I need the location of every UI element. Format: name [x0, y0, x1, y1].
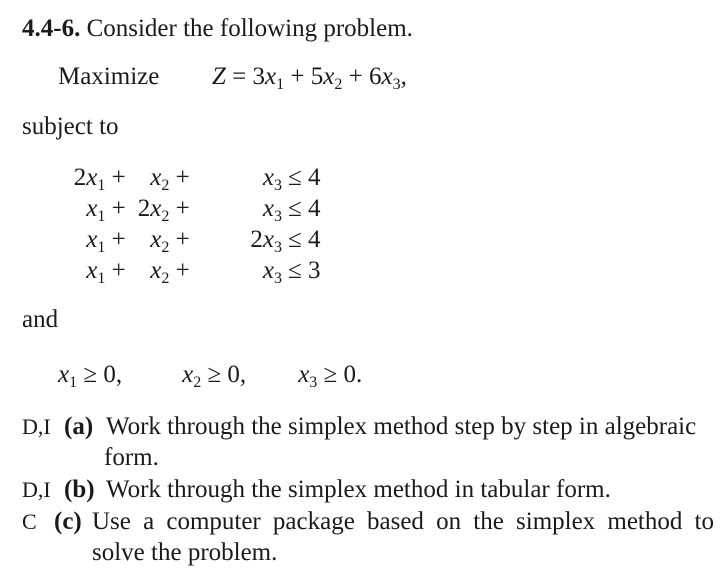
- constraint-row: [54, 193, 348, 224]
- constraint-cell: $x_1$ +: [86, 226, 132, 256]
- variable: x: [58, 361, 70, 388]
- subscript: 1: [97, 270, 106, 287]
- variable: x: [262, 164, 274, 191]
- term: $2x_1$: [73, 164, 106, 194]
- constraint-cell: $x_2$ +: [150, 226, 196, 256]
- part-text: Work through the simplex method step by step in algebraic: [106, 413, 697, 440]
- variable: x: [381, 63, 393, 90]
- term: [86, 195, 106, 225]
- term: [150, 226, 170, 256]
- nonneg-item: $x_1 \ge 0$,: [58, 361, 123, 391]
- subscript: 2: [193, 374, 202, 391]
- variable: x: [86, 195, 98, 222]
- constraint-rhs: ≤ 4: [288, 164, 321, 191]
- nonneg-item: $x_2 \ge 0$,: [182, 361, 247, 391]
- subscript: 2: [161, 208, 170, 225]
- term: [262, 164, 282, 194]
- problem-number: 4.4-6.: [22, 15, 81, 42]
- objective-variable: Z: [212, 63, 226, 90]
- part-label: (a): [64, 413, 94, 440]
- constraint-cell: $x_2$ +: [150, 164, 196, 194]
- constraint-cell: $x_1$ +: [86, 195, 132, 225]
- subscript: 2: [161, 270, 170, 287]
- term: [262, 195, 282, 225]
- subscript: 3: [309, 374, 318, 391]
- part-tag: D,I: [22, 414, 51, 439]
- constraint-rhs: ≤ 4: [288, 226, 321, 253]
- constraint-cell: [196, 162, 282, 193]
- variable: x: [150, 257, 162, 284]
- variable: x: [86, 257, 98, 284]
- variable: x: [262, 226, 274, 253]
- subject-to-label: subject to: [22, 113, 119, 140]
- term: $3x_1$: [252, 63, 285, 93]
- constraints: [54, 162, 348, 286]
- constraint-cell: $2x_1$ +: [73, 164, 132, 194]
- term: [86, 226, 106, 256]
- part-label: (b): [64, 476, 95, 503]
- constraint-cell: $2x_2$ +: [137, 195, 196, 225]
- problem-intro: Consider the following problem.: [86, 15, 413, 42]
- part-label: (c): [54, 508, 82, 535]
- subscript: 1: [97, 177, 106, 194]
- constraint-cell: $x_1$ +: [86, 257, 132, 287]
- subscript: 3: [274, 208, 282, 225]
- variable: x: [323, 63, 335, 90]
- variable: x: [150, 226, 162, 253]
- subscript: 1: [97, 208, 106, 225]
- term: $6x_3$: [368, 63, 401, 93]
- term: [150, 164, 170, 194]
- term: $2x_2$: [137, 195, 170, 225]
- subscript: 1: [97, 239, 106, 256]
- term: [262, 257, 282, 287]
- variable: x: [262, 195, 274, 222]
- variable: x: [86, 164, 98, 191]
- term: $5x_2$: [310, 63, 343, 93]
- variable: x: [150, 164, 162, 191]
- constraint-cell: [196, 224, 282, 255]
- nonneg-item: $x_3 \ge 0$.: [298, 361, 363, 391]
- subscript: 2: [161, 239, 170, 256]
- subscript: 3: [274, 270, 282, 287]
- variable: x: [265, 63, 277, 90]
- subscript: 1: [276, 76, 285, 93]
- subscript: 3: [274, 177, 282, 194]
- constraint-row: [54, 255, 348, 286]
- constraint-rhs: ≤ 4: [288, 195, 321, 222]
- subscript: 2: [161, 177, 170, 194]
- subscript: 3: [392, 76, 401, 93]
- variable: x: [298, 361, 310, 388]
- and-label: and: [22, 306, 59, 333]
- problem-heading: [22, 14, 413, 44]
- objective-terms: $3x_1 + 5x_2 + 6x_3$,: [252, 63, 407, 93]
- subscript: 2: [334, 76, 343, 93]
- nonnegativity-constraints: [58, 360, 362, 390]
- subscript: 3: [274, 239, 282, 256]
- part-text: Work through the simplex method in tabular form.: [106, 476, 611, 503]
- part-text: form.: [104, 444, 159, 471]
- variable: x: [86, 226, 98, 253]
- term: [150, 257, 170, 287]
- part-text: solve the problem.: [92, 539, 278, 566]
- constraint-row: [54, 224, 348, 255]
- objective-function: $Z = 3x_1 + 5x_2 + 6x_3$,: [212, 63, 407, 93]
- term: $2x_3$: [250, 226, 282, 256]
- constraint-cell: [196, 255, 282, 286]
- subscript: 1: [69, 374, 78, 391]
- constraint-row: [54, 162, 348, 193]
- part-tag: D,I: [22, 477, 51, 502]
- constraint-rhs: ≤ 3: [288, 257, 321, 284]
- part-tag: C: [22, 509, 37, 534]
- variable: x: [262, 257, 274, 284]
- variable: x: [182, 361, 194, 388]
- objective-label: Maximize: [58, 63, 160, 90]
- term: [86, 257, 106, 287]
- constraint-cell: $x_2$ +: [150, 257, 196, 287]
- variable: x: [150, 195, 162, 222]
- constraint-cell: [196, 193, 282, 224]
- part-text: Use a computer package based on the simplex method to: [92, 508, 714, 535]
